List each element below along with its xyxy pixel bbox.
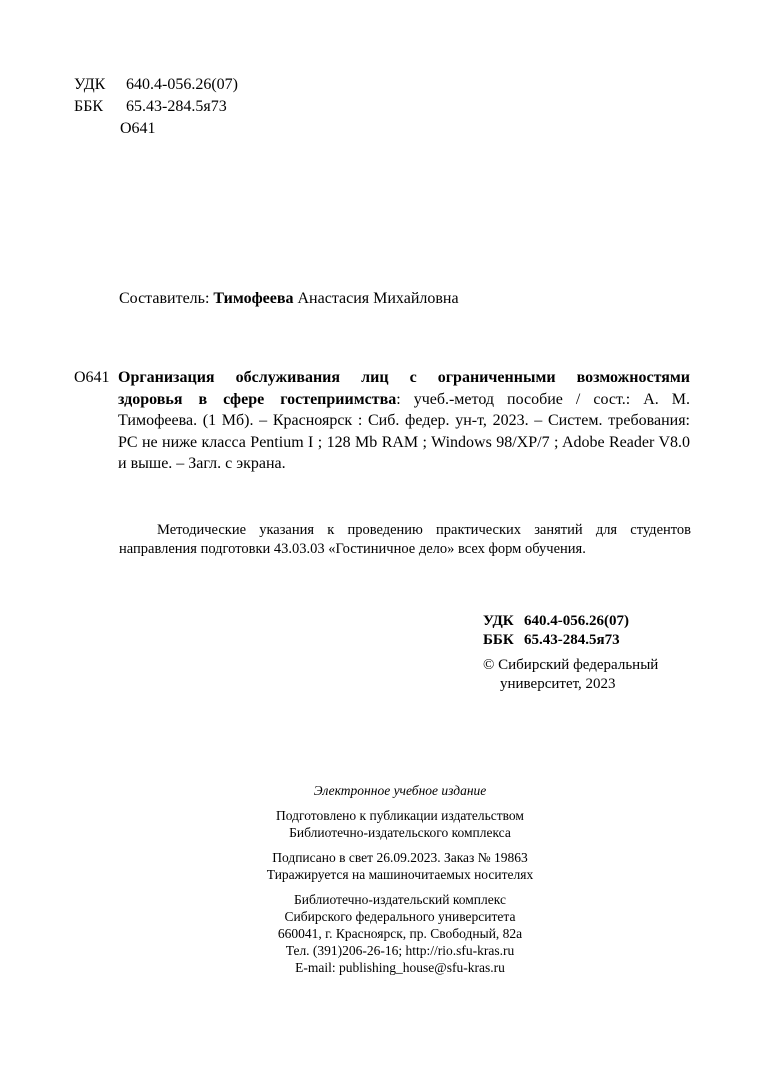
footer-udk-row bbox=[483, 612, 629, 631]
entry-body bbox=[118, 367, 690, 475]
footer-bbk-value: 65.43-284.5я73 bbox=[524, 632, 620, 648]
prepared-line-2: Библиотечно-издательского комплекса bbox=[289, 825, 511, 840]
signed-line: Подписано в свет 26.09.2023. Заказ № 19863 bbox=[272, 850, 528, 865]
bbk-value: 65.43-284.5я73 bbox=[126, 98, 227, 115]
compiler-prefix: Составитель: bbox=[119, 290, 210, 307]
entry-title: Организация обслуживания лиц с ограниченными возможностями здоровья в сфере гостеприимства bbox=[118, 369, 690, 408]
footer-udk-label: УДК bbox=[483, 613, 514, 629]
footer-udk-value: 640.4-056.26(07) bbox=[524, 613, 629, 629]
copyright bbox=[483, 656, 658, 694]
compiler-line bbox=[119, 289, 459, 309]
edition-type: Электронное учебное издание bbox=[313, 783, 487, 798]
footer-codes bbox=[483, 612, 629, 650]
description-text: Методические указания к проведению практических занятий для студентов направления подготовки 43.03.03 «Гостиничное дело» всех форм обучения. bbox=[119, 522, 691, 557]
imprint-block bbox=[200, 782, 600, 976]
copyright-line-1: © Сибирский федеральный bbox=[483, 657, 659, 673]
prepared-line-1: Подготовлено к публикации издательством bbox=[276, 808, 524, 823]
compiler-surname: Тимофеева bbox=[213, 290, 294, 307]
classification-codes bbox=[74, 74, 238, 140]
publisher-line-1: Библиотечно-издательский комплекс bbox=[294, 892, 506, 907]
compiler-name: Анастасия Михайловна bbox=[297, 290, 459, 307]
publisher-email: E-mail: publishing_house@sfu-kras.ru bbox=[295, 960, 505, 975]
bibliographic-entry bbox=[74, 367, 690, 475]
copyright-line-2: университет, 2023 bbox=[500, 676, 616, 692]
author-mark: О641 bbox=[120, 120, 156, 137]
description bbox=[119, 521, 691, 559]
udk-row bbox=[74, 74, 238, 96]
publisher-phone: Тел. (391)206-26-16; http://rio.sfu-kras.ru bbox=[285, 943, 515, 958]
entry-mark: О641 bbox=[74, 369, 110, 386]
udk-value: 640.4-056.26(07) bbox=[126, 76, 238, 93]
footer-bbk-label: ББК bbox=[483, 632, 514, 648]
publisher-address: 660041, г. Красноярск, пр. Свободный, 82а bbox=[277, 926, 523, 941]
bbk-row bbox=[74, 96, 238, 118]
entry-details: : учеб.-метод пособие / сост.: А. М. Тимофеева. (1 Мб). – Красноярск : Сиб. федер. ун-т, 2023. – Систем. требования: PC не ниже класса Pentium I ; 128 Mb RAM ; Windows 98/XP/7 ; Adobe Reader V8.0 и выше. – Загл. с экрана. bbox=[118, 390, 690, 472]
bbk-label: ББК bbox=[74, 98, 104, 115]
distribution-line: Тиражируется на машиночитаемых носителях bbox=[266, 867, 534, 882]
udk-label: УДК bbox=[74, 76, 106, 93]
publisher-line-2: Сибирского федерального университета bbox=[284, 909, 516, 924]
footer-bbk-row bbox=[483, 631, 629, 650]
